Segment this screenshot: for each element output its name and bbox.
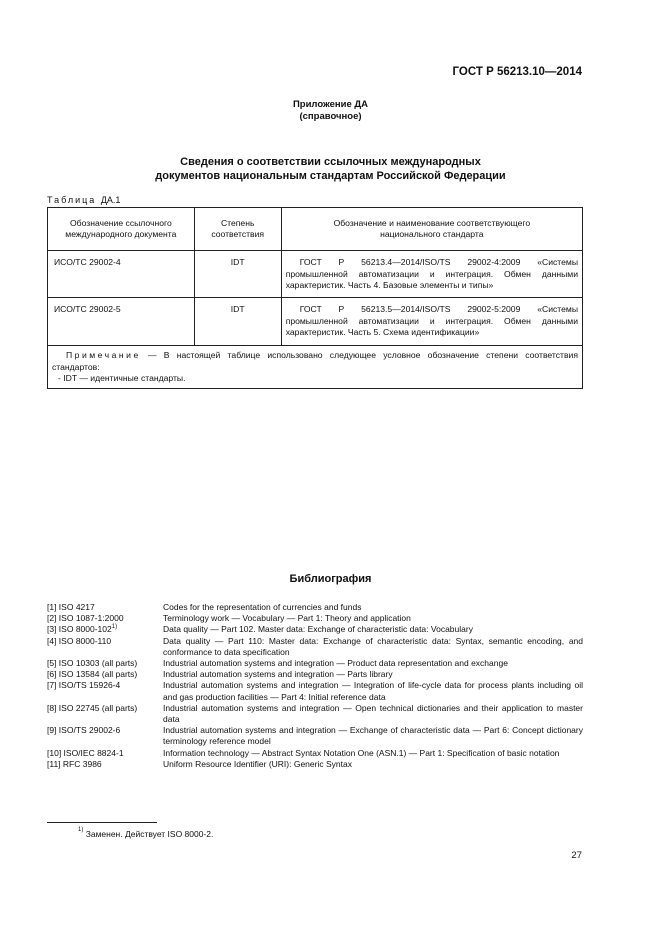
footnote-divider	[47, 822, 157, 823]
table-header-row	[48, 208, 583, 251]
bibliography-entry: [6] ISO 13584 (all parts) Industrial automation systems and integration — Parts library	[47, 669, 393, 680]
cell-degree: IDT	[194, 251, 281, 298]
table-note	[48, 346, 583, 389]
footnote-ref: 1)	[111, 624, 118, 631]
table-caption-label: Таблица	[47, 195, 97, 205]
section-title-line1: Сведения о соответствии ссылочных международных	[180, 156, 481, 168]
header-degree: Степень соответствия	[194, 208, 281, 251]
correspondence-table	[47, 207, 583, 389]
table-caption	[47, 195, 120, 205]
header-national-standard: Обозначение и наименование соответствующего национального стандарта	[281, 208, 582, 251]
table-note-row	[48, 346, 583, 389]
bibliography-entry: [4] ISO 8000-110 Data quality — Part 110: Master data: Exchange of characteristic data: Syntax, semantic encoding, and conformance to data specification	[47, 635, 583, 657]
table-row	[48, 251, 583, 298]
bibliography-entry: [2] ISO 1087-1:2000 Terminology work — Vocabulary — Part 1: Theory and application	[47, 613, 411, 624]
header-ref-doc: Обозначение ссылочного международного документа	[48, 208, 195, 251]
bibliography-entry: [1] ISO 4217 Codes for the representation of currencies and funds	[47, 602, 362, 612]
section-title	[0, 155, 661, 183]
footnote-marker: 1)	[78, 827, 84, 833]
bibliography-title: Библиография	[289, 573, 372, 585]
bibliography-list	[47, 602, 583, 770]
bibliography-entry: [11] RFC 3986 Uniform Resource Identifier (URI): Generic Syntax	[47, 758, 352, 769]
note-text: — В настоящей таблице использовано следующее условное обозначение степени соответствия стандартов:	[52, 350, 578, 372]
annex-subtitle: (справочное)	[299, 111, 362, 122]
document-code: ГОСТ Р 56213.10—2014	[452, 66, 582, 78]
table-caption-number: ДА.1	[100, 195, 121, 205]
cell-standard: ГОСТ Р 56213.5—2014/ISO/TS 29002-5:2009 «Системы промышленной автоматизации и интеграция. Обмен данными характеристик. Часть 5. Схема идентификации»	[281, 298, 582, 346]
note-item: - IDT — идентичные стандарты.	[58, 373, 186, 383]
section-title-line2: документов национальным стандартам Российской Федерации	[155, 170, 506, 182]
cell-degree: IDT	[194, 298, 281, 346]
cell-standard: ГОСТ Р 56213.4—2014/ISO/TS 29002-4:2009 «Системы промышленной автоматизации и интеграция. Обмен данными характеристик. Часть 4. Базовые элементы и типы»	[281, 251, 582, 298]
table-row	[48, 298, 583, 346]
cell-ref: ИСО/ТС 29002-4	[48, 251, 195, 298]
bibliography-entry: [9] ISO/TS 29002-6 Industrial automation systems and integration — Exchange of characteristic data — Part 6: Concept dictionary terminology reference model	[47, 725, 583, 747]
cell-ref: ИСО/ТС 29002-5	[48, 298, 195, 346]
bibliography-entry: [8] ISO 22745 (all parts) Industrial automation systems and integration — Open technical dictionaries and their application to master data	[47, 702, 583, 725]
annex-title: Приложение ДА	[292, 99, 369, 110]
page-number: 27	[571, 850, 582, 861]
bibliography-entry: [5] ISO 10303 (all parts) Industrial automation systems and integration — Product data representation and exchange	[47, 658, 508, 669]
footnote-text: Заменен. Действует ISO 8000-2.	[83, 829, 214, 839]
bibliography-entry: [7] ISO/TS 15926-4 Industrial automation systems and integration — Integration of life-cycle data for process plants including oil and gas production facilities — Part 4: Initial reference data	[47, 680, 583, 702]
footnote	[78, 829, 213, 839]
bibliography-entry: [3] ISO 8000-102$^{1)}$ Data quality — Part 102. Master data: Exchange of characteristic data: Vocabulary	[47, 624, 473, 635]
bibliography-entry: [10] ISO/IEC 8824-1 Information technology — Abstract Syntax Notation One (ASN.1) — Part 1: Specification of basic notation	[47, 747, 560, 758]
note-label: Примечание	[66, 350, 141, 360]
